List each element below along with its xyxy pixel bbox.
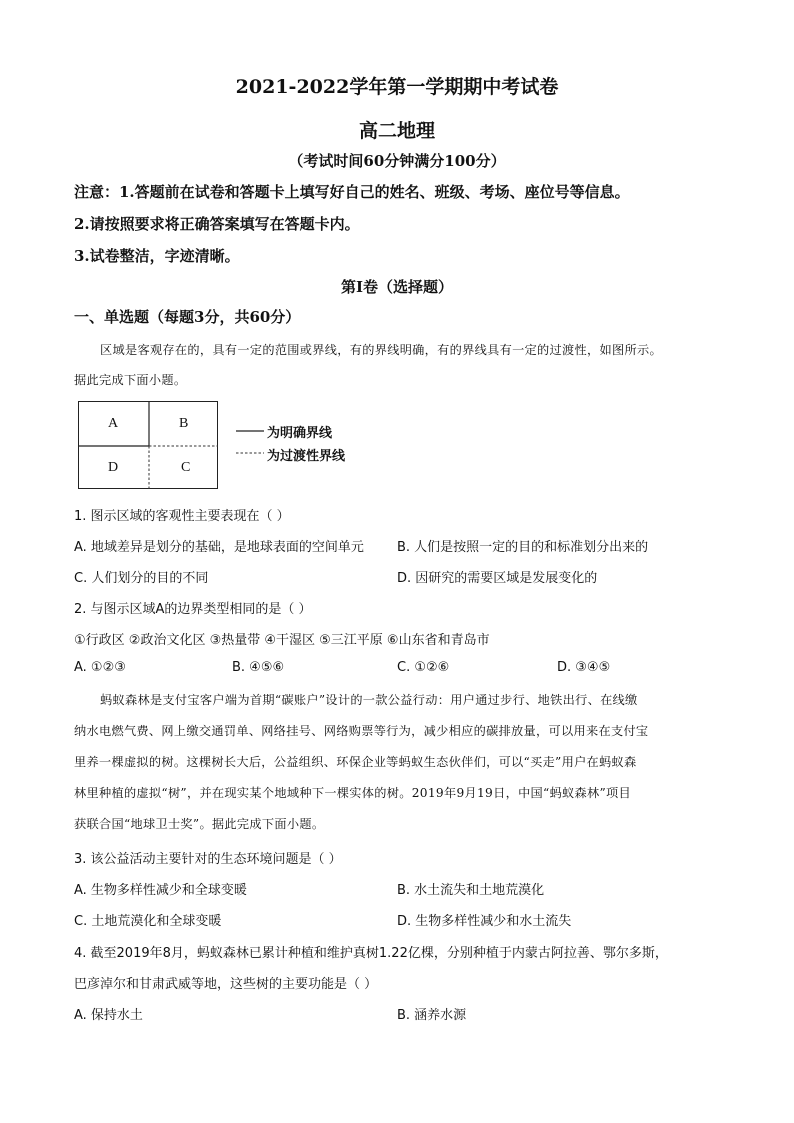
region-a-label: A bbox=[108, 416, 119, 431]
section-title: 一、单选题（每题3分，共60分） bbox=[74, 308, 301, 326]
q2-option-a: A. ①②③ bbox=[74, 660, 126, 675]
passage1-line-1: 区域是客观存在的，具有一定的范围或界线，有的界线明确，有的界线具有一定的过渡性，如图所示。 bbox=[100, 343, 662, 357]
q3-option-b: B. 水土流失和土地荒漠化 bbox=[397, 883, 545, 898]
q4-stem-line-1: 4. 截至2019年8月，蚂蚁森林已累计种植和维护真树1.22亿棵，分别种植于内蒙古阿拉善、鄂尔多斯， bbox=[74, 946, 668, 961]
legend-solid-text: 为明确界线 bbox=[267, 426, 333, 441]
q4-option-b: B. 涵养水源 bbox=[397, 1008, 467, 1023]
q2-stem: 2. 与图示区域A的边界类型相同的是（ ） bbox=[74, 602, 312, 617]
q1-option-a: A. 地域差异是划分的基础，是地球表面的空间单元 bbox=[74, 540, 364, 555]
notice-line-3: 3.试卷整洁，字迹清晰。 bbox=[74, 247, 240, 265]
q3-stem: 3. 该公益活动主要针对的生态环境问题是（ ） bbox=[74, 852, 342, 867]
region-c-label: C bbox=[181, 460, 191, 475]
subject-title: 高二地理 bbox=[358, 120, 435, 142]
q3-option-a: A. 生物多样性减少和全球变暖 bbox=[74, 883, 247, 898]
passage1-line-2: 据此完成下面小题。 bbox=[74, 373, 187, 387]
region-diagram bbox=[78, 401, 218, 489]
q1-stem: 1. 图示区域的客观性主要表现在（ ） bbox=[74, 509, 290, 524]
q1-option-d: D. 因研究的需要区域是发展变化的 bbox=[397, 571, 598, 586]
q3-option-c: C. 土地荒漠化和全球变暖 bbox=[74, 914, 222, 929]
q1-option-c: C. 人们划分的目的不同 bbox=[74, 571, 209, 586]
q4-stem-line-2: 巴彦淖尔和甘肃武威等地，这些树的主要功能是（ ） bbox=[74, 977, 378, 992]
exam-title: 2021-2022学年第一学期期中考试卷 bbox=[235, 76, 559, 98]
notice-line-2: 2.请按照要求将正确答案填写在答题卡内。 bbox=[74, 215, 360, 233]
q2-option-c: C. ①②⑥ bbox=[397, 660, 450, 675]
legend-dashed-text: 为过渡性界线 bbox=[267, 449, 346, 464]
q4-option-a: A. 保持水土 bbox=[74, 1008, 143, 1023]
region-d-label: D bbox=[108, 460, 119, 475]
passage2-line-3: 里养一棵虚拟的树。这棵树长大后，公益组织、环保企业等蚂蚁生态伙伴们，可以“买走”用户在蚂蚁森 bbox=[74, 755, 637, 769]
passage2-line-5: 获联合国“地球卫士奖”。据此完成下面小题。 bbox=[74, 817, 325, 831]
region-b-label: B bbox=[179, 416, 189, 431]
passage2-line-2: 纳水电燃气费、网上缴交通罚单、网络挂号、网络购票等行为，减少相应的碳排放量，可以用来在支付宝 bbox=[74, 724, 649, 738]
q2-items: ①行政区 ②政治文化区 ③热量带 ④干湿区 ⑤三江平原 ⑥山东省和青岛市 bbox=[74, 633, 490, 648]
notice-line-1: 注意：1.答题前在试卷和答题卡上填写好自己的姓名、班级、考场、座位号等信息。 bbox=[74, 183, 630, 201]
q2-option-b: B. ④⑤⑥ bbox=[232, 660, 285, 675]
passage2-line-1: 蚂蚁森林是支付宝客户端为首期“碳账户”设计的一款公益行动：用户通过步行、地铁出行、在线缴 bbox=[100, 693, 638, 707]
q3-option-d: D. 生物多样性减少和水土流失 bbox=[397, 914, 572, 929]
q1-option-b: B. 人们是按照一定的目的和标准划分出来的 bbox=[397, 540, 649, 555]
exam-info: （考试时间60分钟满分100分） bbox=[288, 152, 506, 170]
q2-option-d: D. ③④⑤ bbox=[557, 660, 611, 675]
legend-lines bbox=[236, 424, 266, 464]
passage2-line-4: 林里种植的虚拟“树”，并在现实某个地域种下一棵实体的树。2019年9月19日，中国“蚂蚁森林”项目 bbox=[74, 786, 632, 800]
part-title: 第Ⅰ卷（选择题） bbox=[340, 278, 454, 296]
region-diagram-lines bbox=[78, 401, 218, 489]
